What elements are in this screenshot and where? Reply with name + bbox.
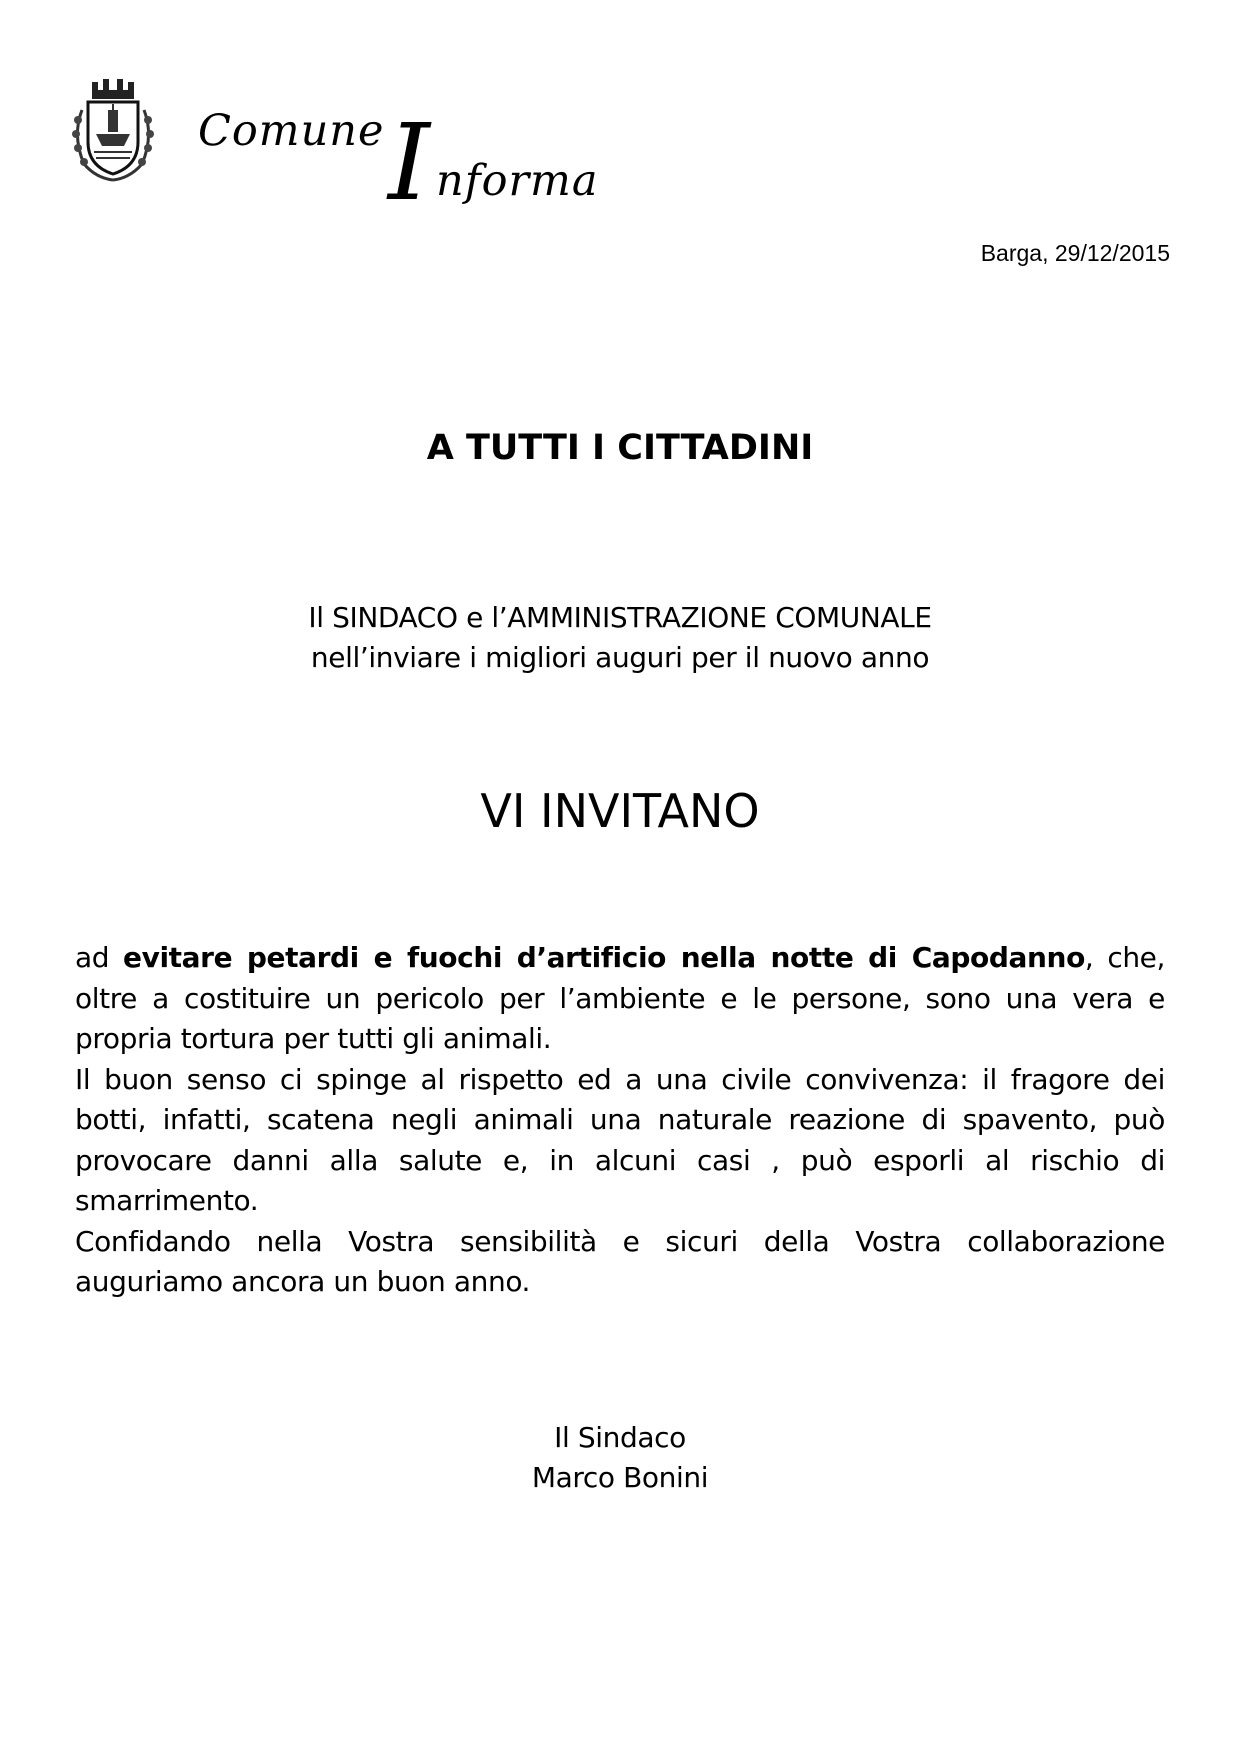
signature-name: Marco Bonini xyxy=(531,1461,709,1494)
body-paragraph-2: Il buon senso ci spinge al rispetto ed a una civile convivenza: il fragore dei botti, infatti, scatena negli animali una naturale reazione di spavento, può provocare danni alla salute e, in alcuni casi , può esporli al rischio di smarrimento. xyxy=(75,1062,1165,1217)
body-paragraph-3: Confidando nella Vostra sensibilità e sicuri della Vostra collaborazione auguriamo ancora un buon anno. xyxy=(75,1224,1165,1298)
intro-block xyxy=(0,598,1240,678)
signature-block xyxy=(0,1418,1240,1498)
body-p1-prefix: ad xyxy=(75,941,124,974)
page-title: A TUTTI I CITTADINI xyxy=(426,428,814,468)
brand-initial: I xyxy=(388,101,430,224)
body-p1-suffix: , che, oltre a costituire un pericolo per l’ambiente e le persone, sono una vera e propria tortura per tutti gli animali. xyxy=(75,941,1165,1055)
intro-line-1: Il SINDACO e l’AMMINISTRAZIONE COMUNALE xyxy=(308,601,932,634)
invite-heading: VI INVITANO xyxy=(480,784,760,838)
brand-informa: nforma xyxy=(436,156,599,206)
brand-comune: Comune xyxy=(198,106,385,156)
body-paragraph-1 xyxy=(75,938,1165,1060)
intro-line-2: nell’inviare i migliori auguri per il nuovo anno xyxy=(310,641,930,674)
date-line: Barga, 29/12/2015 xyxy=(980,240,1170,266)
body-p1-emphasis: evitare petardi e fuochi d’artificio nella notte di Capodanno xyxy=(123,941,1085,974)
municipal-crest-icon xyxy=(68,76,158,182)
body-text xyxy=(75,938,1165,1303)
signature-role: Il Sindaco xyxy=(554,1421,686,1454)
